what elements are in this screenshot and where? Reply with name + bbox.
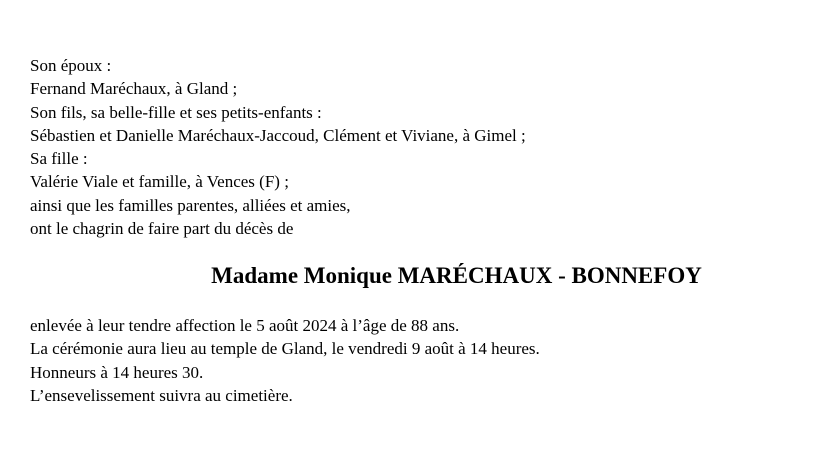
detail-line-burial: L’ensevelissement suivra au cimetière.	[30, 385, 293, 405]
family-announcement	[30, 54, 526, 240]
family-line-daughter-heading: Sa fille :	[30, 149, 88, 169]
family-line-relatives: ainsi que les familles parentes, alliées et amies,	[30, 195, 351, 215]
detail-line-honours: Honneurs à 14 heures 30.	[30, 362, 204, 382]
family-line-daughter: Valérie Viale et famille, à Vences (F) ;	[30, 172, 289, 192]
deceased-name: Madame Monique MARÉCHAUX - BONNEFOY	[211, 263, 702, 288]
family-line-son: Sébastien et Danielle Maréchaux-Jaccoud, Clément et Viviane, à Gimel ;	[30, 125, 526, 145]
family-line-spouse: Fernand Maréchaux, à Gland ;	[30, 79, 238, 99]
ceremony-details	[30, 314, 540, 407]
family-line-announcement: ont le chagrin de faire part du décès de	[30, 219, 294, 239]
detail-line-date: enlevée à leur tendre affection le 5 août 2024 à l’âge de 88 ans.	[30, 316, 460, 335]
family-line-son-heading: Son fils, sa belle-fille et ses petits-enfants :	[30, 102, 322, 122]
detail-line-ceremony: La cérémonie aura lieu au temple de Gland, le vendredi 9 août à 14 heures.	[30, 339, 540, 359]
family-line-spouse-heading: Son époux :	[30, 56, 112, 75]
